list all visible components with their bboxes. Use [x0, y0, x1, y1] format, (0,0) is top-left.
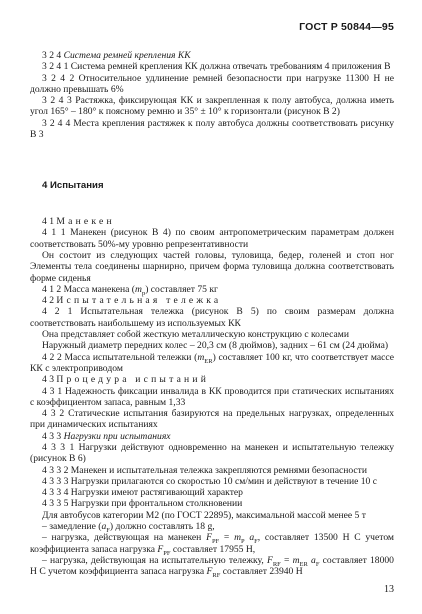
text-run: 4 3 1 Надежность фиксации инвалида в КК проводится при статических испытаниях с коэффициентом запаса, равным 1,33: [30, 385, 394, 408]
paragraph: [30, 476, 394, 487]
text-run: m: [292, 554, 300, 566]
text-run: 4 3 3 5 Нагрузки при фронтальном столкновении: [42, 498, 243, 510]
text-run: =: [280, 554, 293, 566]
text-run: ER: [204, 357, 213, 365]
paragraph: [30, 498, 394, 509]
text-run: 4 3 3 2 Манекен и испытательная тележка закрепляются ремнями безопасности: [42, 464, 367, 476]
text-run: F: [106, 526, 110, 534]
text-run: ER: [299, 560, 308, 568]
paragraph: [30, 487, 394, 498]
paragraph: [30, 227, 394, 250]
paragraph: [30, 442, 394, 465]
section-heading: [30, 180, 394, 191]
text-run: a: [101, 521, 107, 533]
text-run: составляет 17955 Н,: [170, 543, 256, 555]
text-run: Нагрузки при испытаниях: [63, 430, 171, 442]
document-body: [30, 50, 394, 578]
paragraph: [30, 61, 394, 72]
text-run: р: [141, 289, 146, 297]
paragraph: [30, 386, 394, 409]
spacer: [30, 200, 394, 206]
text-run: – нагрузка, действующая на испытательную тележку,: [42, 554, 267, 566]
paragraph: [30, 510, 394, 521]
text-run: Для автобусов категории М2 (по ГОСТ 22895), максимальной массой менее 5 т: [42, 509, 366, 521]
text-run: 4 3: [42, 374, 57, 386]
text-run: F: [206, 532, 212, 544]
paragraph: [30, 352, 394, 375]
paragraph: [30, 50, 394, 61]
text-run: – нагрузка, действующая на манекен: [42, 532, 207, 544]
text-run: 4 1: [42, 216, 57, 228]
text-run: 4 2 1 Испытательная тележка (рисунок В 5) по своим размерам должна соответствовать наибольшему из используемых КК: [30, 306, 394, 329]
text-run: F: [157, 543, 164, 555]
text-run: Испытательная тележка: [56, 295, 222, 307]
paragraph: [30, 216, 394, 227]
text-run: RF: [272, 560, 281, 568]
paragraph: [30, 95, 394, 118]
text-run: ) составляет 100 кг, что соответствует массе КК с электроприводом: [30, 351, 394, 374]
spacer: [30, 150, 394, 170]
paragraph: [30, 329, 394, 340]
paragraph: [30, 73, 394, 96]
paragraph: [30, 250, 394, 284]
text-run: 4 1 1 Манекен (рисунок В 4) по своим антропометрическим параметрам должен соответствовать 50%-му уровню репрезентативности: [30, 227, 394, 250]
text-run: 4 3 3 1 Нагрузки действуют одновременно на манекен и испытательную тележку (рисунок В 6): [30, 441, 394, 465]
paragraph: [30, 532, 394, 555]
page-number: 13: [384, 584, 394, 595]
text-run: Он состоит из следующих частей головы, туловища, бедер, голеней и стоп ног Элементы тела соединены шарнирно, причем форма туловища должна соответствовать форме сиденья: [30, 249, 394, 284]
text-run: составляет 18000 Н С учетом коэффициента запаса нагрузка: [30, 554, 394, 578]
text-run: 3 2 4 4 Места крепления растяжек к полу автобуса должны соответствовать рисунку В 3: [30, 117, 394, 141]
text-run: Она представляет собой жесткую металлическую конструкцию с колесами: [42, 329, 349, 341]
text-run: m: [197, 351, 205, 363]
text-run: 4 2 2 Масса испытательной тележки (: [42, 351, 198, 363]
paragraph: [30, 521, 394, 532]
page-header-standard: ГОСТ Р 50844—95: [299, 21, 394, 33]
text-run: F: [266, 554, 273, 566]
paragraph: [30, 555, 394, 578]
text-run: a: [249, 532, 255, 544]
text-run: ) должно составлять 18 g,: [109, 521, 215, 533]
text-run: Наружный диаметр передних колес – 20,3 см (8 дюймов), задних – 61 см (24 дюйма): [42, 340, 389, 352]
text-run: 4 2: [42, 295, 57, 307]
text-run: Система ремней крепления КК: [63, 50, 191, 61]
text-run: PF: [163, 549, 171, 557]
text-run: 4 3 3: [42, 430, 64, 442]
text-run: 3 2 4 2 Относительное удлинение ремней безопасности при нагрузке 11300 Н не должно превышать 6%: [30, 72, 394, 95]
paragraph: [30, 465, 394, 476]
text-run: 4 Испытания: [42, 179, 104, 191]
paragraph: [30, 340, 394, 351]
paragraph: [30, 295, 394, 306]
text-run: – замедление (: [42, 521, 102, 533]
text-run: Процедура испытаний: [56, 374, 210, 386]
text-run: 3 2 4: [42, 50, 64, 61]
paragraph: [30, 431, 394, 442]
text-run: 3 2 4 3 Растяжка, фиксирующая КК и закрепленная к полу автобуса, должна иметь угол 165° – 180° к поясному ремню и 35° ± 10° к горизонтали (рисунок В 2): [30, 95, 394, 118]
paragraph: [30, 118, 394, 141]
text-run: P: [241, 538, 245, 546]
text-run: F: [254, 538, 258, 546]
text-run: a: [311, 554, 316, 566]
text-run: RF: [212, 572, 221, 580]
text-run: составляет 23940 Н: [220, 566, 303, 578]
paragraph: [30, 408, 394, 431]
paragraph: [30, 306, 394, 329]
text-run: , составляет 13500 Н С учетом коэффициента запаса нагрузка: [30, 532, 394, 555]
text-run: m: [135, 283, 142, 295]
text-run: PF: [211, 538, 220, 546]
text-run: 4 3 2 Статические испытания базируются на предельных нагрузках, определенных при динамических испытаниях: [30, 408, 394, 431]
paragraph: [30, 284, 394, 295]
text-run: m: [234, 532, 241, 544]
text-run: 4 1 2 Масса манекена (: [42, 283, 135, 295]
text-run: 3 2 4 1 Система ремней крепления КК должна отвечать требованиям 4 приложения В: [42, 61, 391, 73]
paragraph: [30, 374, 394, 385]
text-run: Манекен: [56, 216, 115, 228]
text-run: =: [219, 532, 235, 544]
text-run: ) составляет 75 кг: [145, 283, 218, 295]
text-run: F: [206, 566, 213, 578]
text-run: 4 3 3 3 Нагрузки прилагаются со скоростью 10 см/мин и действуют в течение 10 с: [42, 475, 377, 487]
text-run: 4 3 3 4 Нагрузки имеют растягивающий характер: [42, 487, 243, 499]
text-run: F: [315, 560, 320, 568]
